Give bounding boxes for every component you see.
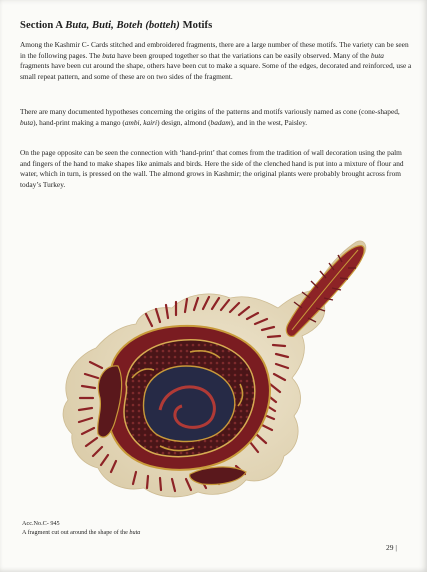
accession-number: Acc.No.C- 945 bbox=[22, 520, 60, 527]
buta-fragment-image bbox=[40, 228, 375, 506]
italic-term: buta bbox=[102, 50, 116, 60]
page-number: 29 | bbox=[386, 543, 397, 552]
text-run: fragments have been cut around the shape, others have been cut to make a square. Some of the edges, decorated and reinforced, use a small repeat pattern, and some of these are on two sides of the fragment. bbox=[20, 61, 412, 81]
text-run: There are many documented hypotheses concerning the origins of the patterns and motifs variously named as cone (cone-shaped, bbox=[20, 107, 400, 116]
section-label: Section A bbox=[20, 20, 63, 31]
figure-caption bbox=[22, 519, 140, 537]
italic-term: buta bbox=[370, 50, 384, 60]
text-run: On the page opposite can be seen the connection with ‘hand-print’ that comes from the tradition of wall decoration using the palm and fingers of the hand to make shapes like animals and birds. Here the side of the clenched hand is put into a mixture of flour and water, which in turn, is pressed on the wall. The almond grows in Kashmir; the original plants were probably brought across from today’s Turkey. bbox=[20, 148, 404, 189]
caption-run: A fragment cut out around the shape of the bbox=[22, 529, 130, 536]
italic-term: buta bbox=[20, 117, 34, 127]
paragraph-handprint bbox=[20, 148, 412, 190]
italic-term: ambi, kairi bbox=[124, 117, 158, 127]
paragraph-intro bbox=[20, 40, 412, 82]
text-run: ), and in the west, Paisley. bbox=[230, 117, 308, 127]
paragraph-origins bbox=[20, 107, 412, 128]
caption-italic-term: buta bbox=[129, 529, 141, 536]
section-title-italic: Buta, Buti, Boteh (botteh) bbox=[65, 20, 180, 31]
text-run: ), hand-print making a mango ( bbox=[33, 117, 125, 127]
caption-text bbox=[22, 528, 140, 537]
text-run: ) design, almond ( bbox=[157, 117, 211, 127]
text-run: have been grouped together so that the variations can be easily observed. Many of the bbox=[115, 50, 371, 60]
text-run: Among the Kashmir C- Cards stitched and embroidered fragments, there are a large number of these motifs. The variety can be seen in the following pages. The bbox=[20, 40, 409, 60]
section-heading bbox=[20, 20, 415, 31]
section-title-tail: Motifs bbox=[182, 20, 213, 31]
italic-term: badam bbox=[210, 117, 231, 127]
buta-core bbox=[144, 366, 235, 441]
